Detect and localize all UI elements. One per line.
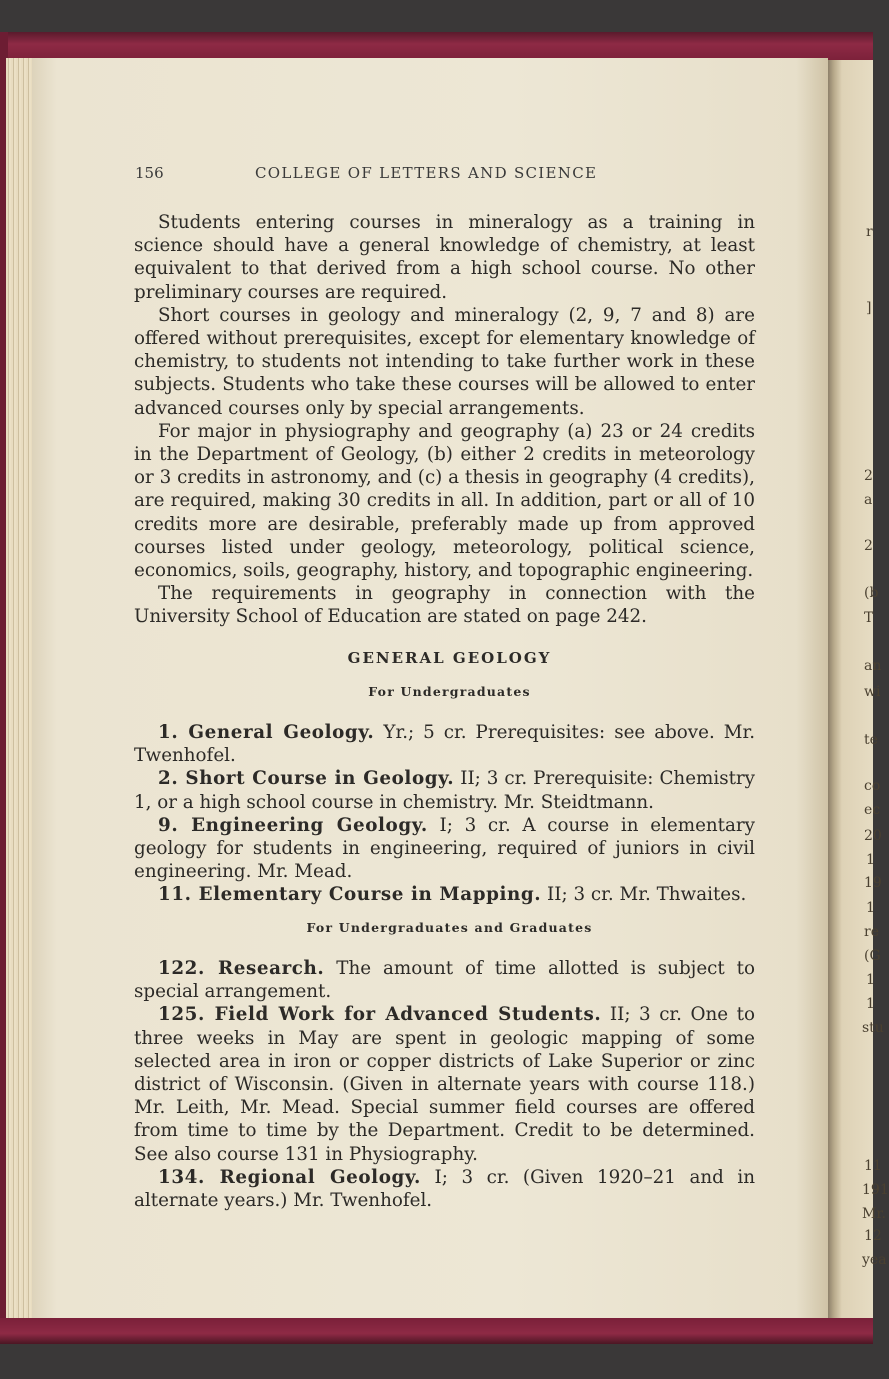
adjacent-fragment: an [864, 658, 882, 674]
adjacent-fragment: 12 [864, 1228, 882, 1244]
course-entry [134, 814, 755, 884]
course-entry [134, 1166, 755, 1212]
adjacent-fragment: ec [864, 802, 881, 818]
adjacent-fragment: 191 [862, 1182, 889, 1198]
course-title: 11. Elementary Course in Mapping. [158, 884, 542, 906]
adjacent-fragment: 1 [866, 996, 875, 1012]
course-entry [134, 957, 755, 1003]
adjacent-fragment: te [864, 732, 878, 748]
page-number: 156 [135, 164, 164, 182]
course-title: 122. Research. [158, 957, 325, 979]
course-description: The amount of time allotted is subject to special arrangement. [134, 957, 755, 1003]
intro-paragraph: Students entering courses in mineralogy as a training in science should have a general knowledge of chemistry, at least equivalent to that derived from a high school course. No other preliminary courses are required. [134, 212, 755, 303]
adjacent-fragment: T [864, 610, 874, 626]
adjacent-fragment: 1 [866, 852, 875, 868]
page-header [135, 164, 755, 186]
adjacent-page-margin [828, 60, 889, 1318]
course-description: Yr.; 5 cr. Prerequisites: see above. Mr. Twenhofel. [134, 722, 756, 767]
course-description: II; 3 cr. One to three weeks in May are spent in geologic mapping of some selected area in iron or copper districts of Lake Superior or zinc district of Wisconsin. (Given in alternate years with course 118.) Mr. Leith, Mr. Mead. Special summer field courses are offered from time to time by the Department. Credit to be determined. See also course 131 in Physiography. [134, 1004, 755, 1165]
adjacent-fragment: 1 [866, 972, 875, 988]
adjacent-fragment: yea [862, 1252, 887, 1268]
course-entry [134, 721, 755, 767]
adjacent-fragment: 19 [864, 875, 882, 891]
course-title: 125. Field Work for Advanced Students. [158, 1004, 602, 1026]
course-entry [134, 883, 755, 906]
course-title: 134. Regional Geology. [158, 1166, 421, 1188]
intro-paragraph: For major in physiography and geography (a) 23 or 24 credits in the Department of Geology, (b) either 2 credits in meteorology or 3 credits in astronomy, and (c) a thesis in geography (4 credits), are required, making 30 credits in all. In addition, part or all of 10 credits more are desirable, preferably made up from approved courses listed under geology, meteorology, political science, economics, soils, geography, history, and topographic engineering. [134, 420, 755, 582]
page-body [134, 211, 755, 1212]
course-description: I; 3 cr. (Given 1920–21 and in alternate years.) Mr. Twenhofel. [134, 1166, 755, 1211]
adjacent-fragment: 20 [864, 828, 882, 844]
course-title: 1. General Geology. [158, 722, 375, 744]
adjacent-fragment: a [864, 492, 873, 508]
book-cover-bottom [0, 1318, 873, 1344]
adjacent-fragment: 11 [864, 1158, 882, 1174]
intro-paragraph: Short courses in geology and mineralogy (2, 9, 7 and 8) are offered without prerequisites, except for elementary knowledge of chemistry, to students not intending to take further work in these subjects. Students who take these courses will be allowed to enter advanced courses only by special arrangements. [134, 304, 755, 419]
adjacent-fragment: wi [864, 684, 881, 700]
adjacent-fragment: co [864, 778, 881, 794]
adjacent-fragment: ] [866, 300, 872, 316]
adjacent-fragment: (G [864, 948, 881, 964]
course-description: II; 3 cr. Prerequisite: Chemistry 1, or a high school course in chemistry. Mr. Steidtmann. [134, 768, 756, 813]
adjacent-fragment: 2 [864, 538, 873, 554]
course-entry [134, 1003, 755, 1165]
adjacent-fragment: Mr. [862, 1206, 886, 1222]
intro-paragraph: The requirements in geography in connection with the University School of Education are stated on page 242. [134, 583, 755, 628]
adjacent-fragment: (b [864, 585, 879, 601]
course-entry [134, 767, 755, 813]
adjacent-fragment: 2 [864, 468, 873, 484]
adjacent-fragment: 1 [866, 900, 875, 916]
running-head: COLLEGE OF LETTERS AND SCIENCE [255, 164, 598, 182]
course-description: I; 3 cr. A course in elementary geology for students in engineering, required of juniors in civil engineering. Mr. Mead. [134, 814, 755, 883]
adjacent-fragment: re [864, 924, 879, 940]
adjacent-fragment: r [866, 224, 873, 240]
course-title: 9. Engineering Geology. [158, 814, 428, 836]
subheading-undergraduates: For Undergraduates [368, 683, 531, 699]
section-heading: GENERAL GEOLOGY [347, 648, 552, 667]
course-title: 2. Short Course in Geology. [158, 768, 455, 790]
subheading-undergraduates-and-graduates: For Undergraduates and Graduates [306, 919, 593, 935]
adjacent-fragment: stu [862, 1020, 884, 1036]
page-edges [6, 58, 34, 1320]
course-description: II; 3 cr. Mr. Thwaites. [541, 884, 747, 906]
